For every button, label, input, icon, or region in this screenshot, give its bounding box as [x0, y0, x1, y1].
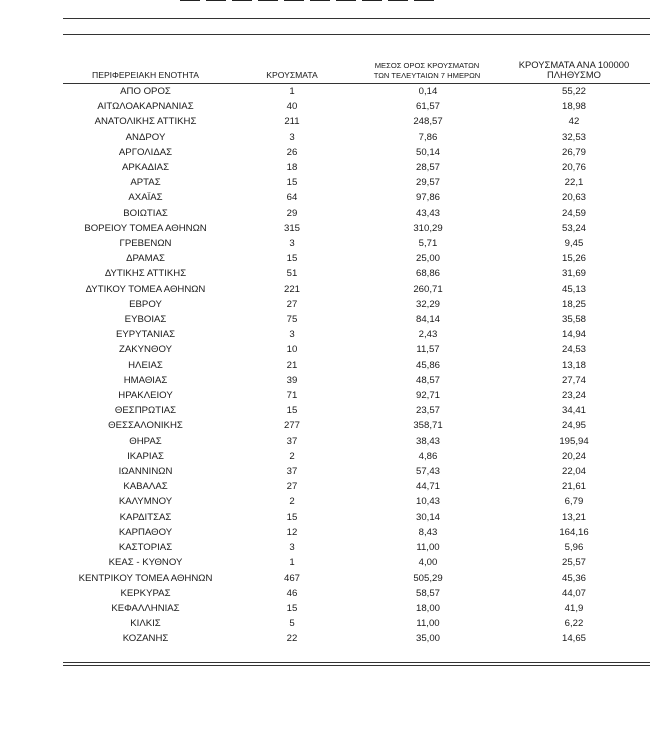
cell-region: ΗΡΑΚΛΕΙΟΥ [118, 390, 173, 402]
header-per100k [498, 60, 650, 84]
cell-cases: 3 [289, 131, 295, 143]
cell-per100k: 27,74 [561, 374, 586, 386]
cell-per100k: 18,25 [561, 298, 586, 310]
cell-cases: 15 [286, 177, 298, 189]
table-body [63, 84, 650, 647]
cell-avg7: 84,14 [415, 314, 440, 326]
cell-cases: 46 [286, 587, 298, 599]
cell-per100k: 14,94 [561, 329, 586, 341]
cell-avg7: 5,71 [418, 238, 438, 250]
table-row [63, 479, 650, 494]
cell-avg7: 29,57 [415, 177, 440, 189]
cell-region: ΑΙΤΩΛΟΑΚΑΡΝΑΝΙΑΣ [97, 101, 194, 113]
cell-region: ΚΑΒΑΛΑΣ [123, 481, 168, 493]
cell-region: ΘΗΡΑΣ [129, 435, 162, 447]
cell-per100k: 26,79 [561, 146, 586, 158]
cell-cases: 29 [286, 207, 298, 219]
cell-region: ΚΑΣΤΟΡΙΑΣ [118, 542, 173, 554]
table-row [63, 418, 650, 433]
cell-region: ΑΝΑΤΟΛΙΚΗΣ ΑΤΤΙΚΗΣ [94, 116, 197, 128]
table-row [63, 540, 650, 555]
cell-region: ΙΩΑΝΝΙΝΩΝ [118, 466, 173, 478]
cell-region: ΔΥΤΙΚΟΥ ΤΟΜΕΑ ΑΘΗΝΩΝ [85, 283, 206, 295]
cell-avg7: 92,71 [415, 390, 440, 402]
cell-per100k: 13,18 [561, 359, 586, 371]
cell-cases: 71 [286, 390, 298, 402]
cell-cases: 51 [286, 268, 298, 280]
cell-cases: 3 [289, 238, 295, 250]
cell-per100k: 195,94 [559, 435, 589, 447]
cell-region: ΚΕΑΣ - ΚΥΘΝΟΥ [108, 557, 183, 569]
bottom-rule-2 [63, 665, 650, 666]
table-row [63, 601, 650, 616]
cell-region: ΔΡΑΜΑΣ [126, 253, 165, 265]
cell-cases: 10 [286, 344, 298, 356]
table-row [63, 145, 650, 160]
cell-region: ΚΟΖΑΝΗΣ [122, 633, 169, 645]
cell-per100k: 15,26 [561, 253, 586, 265]
cell-region: ΑΡΓΟΛΙΔΑΣ [118, 146, 173, 158]
cell-avg7: 8,43 [418, 526, 438, 538]
cell-per100k: 20,24 [561, 450, 586, 462]
cell-avg7: 35,00 [415, 633, 440, 645]
cell-per100k: 6,79 [564, 496, 584, 508]
table-row [63, 297, 650, 312]
cell-cases: 27 [286, 298, 298, 310]
cell-region: ΚΕΡΚΥΡΑΣ [120, 587, 171, 599]
cell-cases: 18 [286, 162, 298, 174]
cell-avg7: 57,43 [415, 466, 440, 478]
cell-region: ΚΕΦΑΛΛΗΝΙΑΣ [111, 602, 180, 614]
table-row [63, 464, 650, 479]
header-region: ΠΕΡΙΦΕΡΕΙΑΚΗ ΕΝΟΤΗΤΑ [92, 70, 199, 80]
table-row [63, 251, 650, 266]
cell-region: ΑΡΤΑΣ [130, 177, 161, 189]
cell-cases: 21 [286, 359, 298, 371]
cell-cases: 1 [289, 86, 295, 97]
header-avg7-line1: ΜΕΣΟΣ ΟΡΟΣ ΚΡΟΥΣΜΑΤΩΝ [374, 61, 480, 70]
cell-avg7: 0,14 [418, 86, 438, 97]
cell-avg7: 4,00 [418, 557, 438, 569]
cell-cases: 2 [289, 496, 295, 508]
cell-cases: 75 [286, 314, 298, 326]
cell-cases: 22 [286, 633, 298, 645]
cell-per100k: 164,16 [559, 526, 589, 538]
cell-per100k: 5,96 [564, 542, 584, 554]
cell-per100k: 22,04 [561, 466, 586, 478]
table-row [63, 403, 650, 418]
cell-cases: 40 [286, 101, 298, 113]
cell-per100k: 20,76 [561, 162, 586, 174]
cell-cases: 37 [286, 466, 298, 478]
cell-avg7: 358,71 [413, 420, 443, 432]
table-row [63, 282, 650, 297]
table-row [63, 510, 650, 525]
cell-avg7: 11,00 [416, 542, 440, 554]
cell-avg7: 310,29 [413, 222, 443, 234]
cell-cases: 37 [286, 435, 298, 447]
cell-per100k: 18,98 [561, 101, 586, 113]
cell-cases: 221 [283, 283, 300, 295]
cell-per100k: 22,1 [564, 177, 584, 189]
table-row [63, 130, 650, 145]
table-row [63, 114, 650, 129]
table-row [63, 388, 650, 403]
cell-cases: 39 [286, 374, 298, 386]
table-row [63, 434, 650, 449]
cell-region: ΕΒΡΟΥ [129, 298, 162, 310]
header-per100k-line2: ΠΛΗΘΥΣΜΟ [547, 69, 601, 80]
cell-per100k: 34,41 [561, 405, 586, 417]
table-row [63, 494, 650, 509]
cell-per100k: 44,07 [561, 587, 586, 599]
table-row [63, 449, 650, 464]
cell-region: ΖΑΚΥΝΘΟΥ [119, 344, 172, 356]
cell-region: ΑΠΟ ΟΡΟΣ [120, 86, 171, 97]
cell-per100k: 24,53 [561, 344, 586, 356]
cell-region: ΚΕΝΤΡΙΚΟΥ ΤΟΜΕΑ ΑΘΗΝΩΝ [78, 572, 213, 584]
cell-per100k: 24,95 [561, 420, 586, 432]
table-row [63, 327, 650, 342]
cell-region: ΗΜΑΘΙΑΣ [123, 374, 168, 386]
cell-avg7: 260,71 [413, 283, 443, 295]
cell-avg7: 97,86 [415, 192, 440, 204]
cell-region: ΚΑΡΔΙΤΣΑΣ [119, 511, 172, 523]
cell-avg7: 50,14 [415, 146, 440, 158]
cell-per100k: 25,57 [561, 557, 586, 569]
cell-cases: 5 [289, 618, 295, 630]
cell-per100k: 53,24 [561, 222, 586, 234]
cell-region: ΚΑΡΠΑΘΟΥ [118, 526, 173, 538]
cell-cases: 3 [289, 329, 295, 341]
table-row [63, 631, 650, 646]
table-row [63, 525, 650, 540]
cell-per100k: 55,22 [561, 86, 586, 97]
cell-region: ΙΚΑΡΙΑΣ [127, 450, 164, 462]
cell-avg7: 11,00 [416, 618, 440, 630]
header-per100k-line1: ΚΡΟΥΣΜΑΤΑ ΑΝΑ 100000 [518, 59, 630, 70]
cell-avg7: 30,14 [415, 511, 440, 523]
cell-per100k: 13,21 [561, 511, 586, 523]
cell-per100k: 14,65 [561, 633, 586, 645]
cell-region: ΒΟΡΕΙΟΥ ΤΟΜΕΑ ΑΘΗΝΩΝ [84, 222, 207, 234]
top-rule-2 [63, 34, 650, 35]
cell-per100k: 6,22 [564, 618, 584, 630]
table-row [63, 206, 650, 221]
cell-per100k: 45,13 [561, 283, 586, 295]
table-row [63, 571, 650, 586]
cell-per100k: 24,59 [561, 207, 586, 219]
cell-cases: 12 [286, 526, 298, 538]
table-row [63, 373, 650, 388]
cell-avg7: 10,43 [415, 496, 440, 508]
cell-cases: 15 [286, 405, 298, 417]
cell-cases: 15 [286, 602, 298, 614]
cell-avg7: 7,86 [418, 131, 438, 143]
cell-region: ΑΡΚΑΔΙΑΣ [122, 162, 169, 174]
cell-per100k: 31,69 [561, 268, 586, 280]
cell-region: ΚΙΛΚΙΣ [130, 618, 161, 630]
cell-region: ΑΝΔΡΟΥ [125, 131, 166, 143]
cell-cases: 2 [289, 450, 295, 462]
cell-avg7: 32,29 [415, 298, 440, 310]
cell-avg7: 43,43 [415, 207, 440, 219]
cell-avg7: 11,57 [416, 344, 440, 356]
top-rule-1 [63, 18, 650, 19]
cases-table [63, 60, 650, 647]
cell-region: ΘΕΣΣΑΛΟΝΙΚΗΣ [108, 420, 183, 432]
cell-avg7: 248,57 [413, 116, 443, 128]
cell-per100k: 23,24 [561, 390, 586, 402]
cell-avg7: 68,86 [415, 268, 440, 280]
cell-avg7: 18,00 [415, 602, 440, 614]
cell-avg7: 45,86 [415, 359, 440, 371]
cell-avg7: 38,43 [415, 435, 440, 447]
table-row [63, 84, 650, 100]
table-row [63, 616, 650, 631]
cell-region: ΕΥΡΥΤΑΝΙΑΣ [115, 329, 176, 341]
table-row [63, 236, 650, 251]
table-row [63, 358, 650, 373]
cell-per100k: 21,61 [561, 481, 586, 493]
cell-per100k: 45,36 [561, 572, 586, 584]
cell-per100k: 35,58 [561, 314, 586, 326]
table-row [63, 312, 650, 327]
table-row [63, 342, 650, 357]
cell-region: ΗΛΕΙΑΣ [128, 359, 163, 371]
cell-cases: 3 [289, 542, 295, 554]
cell-avg7: 4,86 [418, 450, 438, 462]
cell-per100k: 32,53 [561, 131, 586, 143]
cell-cases: 1 [289, 557, 295, 569]
bottom-rule-1 [63, 662, 650, 663]
cell-region: ΕΥΒΟΙΑΣ [124, 314, 167, 326]
cell-avg7: 505,29 [413, 572, 443, 584]
table-header-row [63, 60, 650, 84]
table-row [63, 99, 650, 114]
table-row [63, 586, 650, 601]
cell-per100k: 9,45 [564, 238, 584, 250]
header-cases: ΚΡΟΥΣΜΑΤΑ [266, 70, 318, 80]
table-row [63, 266, 650, 281]
cell-region: ΓΡΕΒΕΝΩΝ [119, 238, 172, 250]
cell-avg7: 58,57 [415, 587, 440, 599]
table-row [63, 221, 650, 236]
cell-cases: 211 [284, 116, 300, 128]
cell-cases: 467 [283, 572, 300, 584]
cell-per100k: 42 [568, 116, 580, 128]
cell-per100k: 41,9 [564, 602, 584, 614]
cell-cases: 15 [286, 253, 298, 265]
table-row [63, 190, 650, 205]
header-avg7 [356, 60, 498, 84]
cell-region: ΑΧΑΪΑΣ [128, 192, 163, 204]
cell-cases: 27 [286, 481, 298, 493]
cell-region: ΒΟΙΩΤΙΑΣ [123, 207, 168, 219]
header-avg7-line2: ΤΩΝ ΤΕΛΕΥΤΑΙΩΝ 7 ΗΜΕΡΩΝ [373, 70, 481, 80]
cell-cases: 15 [286, 511, 298, 523]
table-row [63, 160, 650, 175]
cell-cases: 277 [283, 420, 300, 432]
cell-cases: 64 [286, 192, 298, 204]
cell-region: ΔΥΤΙΚΗΣ ΑΤΤΙΚΗΣ [104, 268, 187, 280]
cell-avg7: 28,57 [415, 162, 440, 174]
cell-avg7: 2,43 [418, 329, 438, 341]
cell-cases: 26 [286, 146, 298, 158]
table-row [63, 555, 650, 570]
cell-avg7: 48,57 [415, 374, 440, 386]
cell-region: ΘΕΣΠΡΩΤΙΑΣ [114, 405, 177, 417]
cell-per100k: 20,63 [561, 192, 586, 204]
cell-avg7: 61,57 [415, 101, 440, 113]
cell-avg7: 25,00 [415, 253, 440, 265]
cell-avg7: 44,71 [415, 481, 440, 493]
table-row [63, 175, 650, 190]
cell-region: ΚΑΛΥΜΝΟΥ [118, 496, 173, 508]
cell-avg7: 23,57 [415, 405, 440, 417]
cell-cases: 315 [283, 222, 300, 234]
cropped-title-fragment [180, 0, 510, 4]
